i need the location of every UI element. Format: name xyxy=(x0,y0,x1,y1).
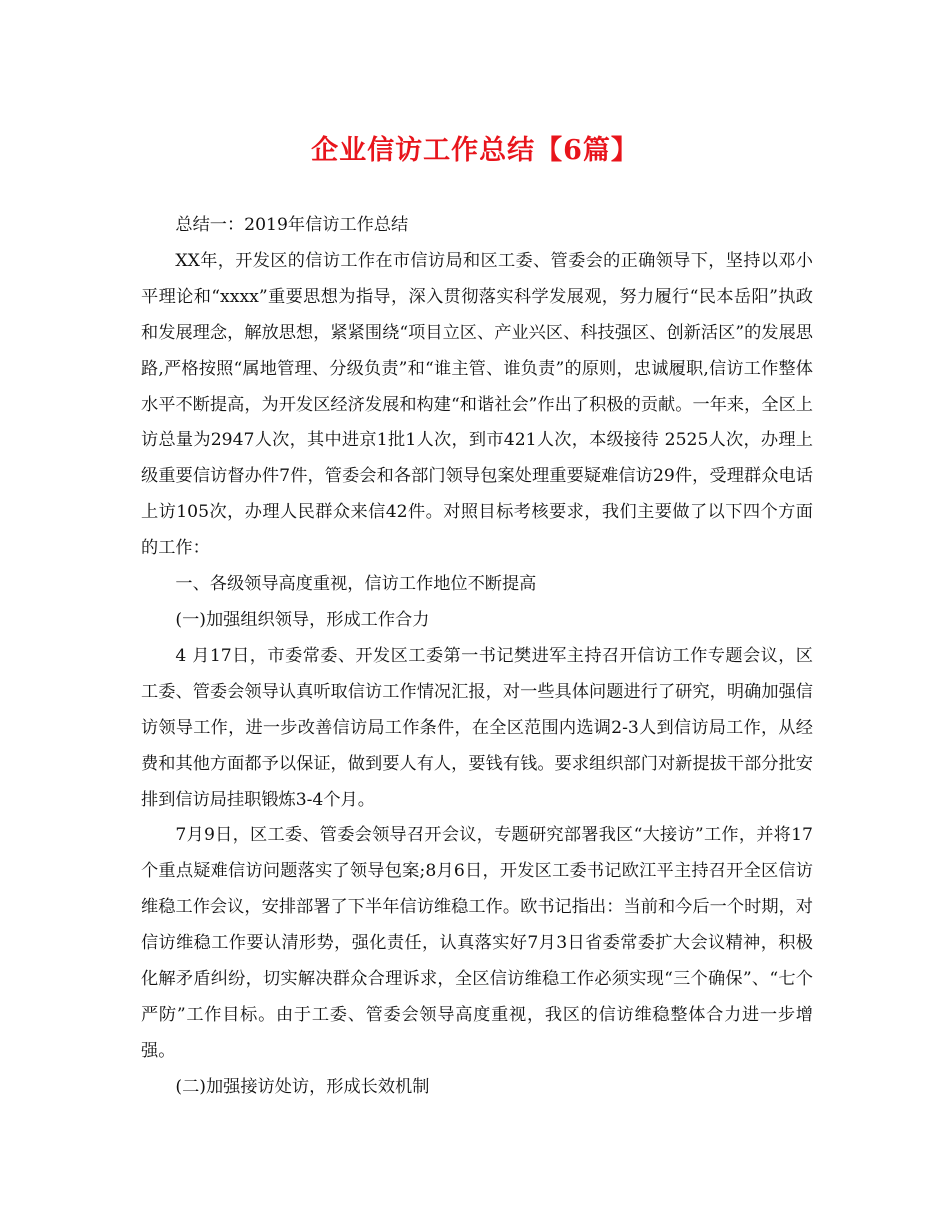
paragraph-april-meeting: 4 月17日，市委常委、开发区工委第一书记樊进军主持召开信访工作专题会议，区工委、管委会领导认真听取信访工作情况汇报，对一些具体问题进行了研究，明确加强信访领导工作，进一步改善信访局工作条件，在全区范围内选调2-3人到信访局工作，从经费和其他方面都予以保证，做到要人有人，要钱有钱。要求组织部门对新提拔干部分批安排到信访局挂职锻炼3-4个月。 xyxy=(141,645,813,810)
paragraph-july-meeting: 7月9日，区工委、管委会领导召开会议，专题研究部署我区“大接访”工作，并将17个重点疑难信访问题落实了领导包案;8月6日，开发区工委书记欧江平主持召开全区信访维稳工作会议，安排部署了下半年信访维稳工作。欧书记指出：当前和今后一个时期，对信访维稳工作要认清形势，强化责任，认真落实好7月3日省委常委扩大会议精神，积极化解矛盾纠纷，切实解决群众合理诉求，全区信访维稳工作必须实现“三个确保”、“七个严防”工作目标。由于工委、管委会领导高度重视，我区的信访维稳整体合力进一步增强。 xyxy=(141,825,813,1061)
document-body xyxy=(141,208,813,1106)
subsection-heading-1: (一)加强组织领导，形成工作合力 xyxy=(175,609,430,630)
document-title: 企业信访工作总结【6篇】 xyxy=(311,135,639,166)
paragraph-summary-heading: 总结一：2019年信访工作总结 xyxy=(175,215,409,235)
section-heading-1: 一、各级领导高度重视，信访工作地位不断提高 xyxy=(175,574,537,595)
subsection-heading-2: (二)加强接访处访，形成长效机制 xyxy=(175,1076,430,1097)
paragraph-intro: XX年，开发区的信访工作在市信访局和区工委、管委会的正确领导下，坚持以邓小平理论和“xxxx”重要思想为指导，深入贯彻落实科学发展观，努力履行“民本岳阳”执政和发展理念，解放思想，紧紧围绕“项目立区、产业兴区、科技强区、创新活区”的发展思路,严格按照“属地管理、分级负责”和“谁主管、谁负责”的原则，忠诚履职,信访工作整体水平不断提高，为开发区经济发展和构建“和谐社会”作出了积极的贡献。一年来，全区上访总量为2947人次，其中进京1批1人次，到市421人次，本级接待 2525人次，办理上级重要信访督办件7件，管委会和各部门领导包案处理重要疑难信访29件，受理群众电话上访105次，办理人民群众来信42件。对照目标考核要求，我们主要做了以下四个方面的工作： xyxy=(141,250,813,559)
